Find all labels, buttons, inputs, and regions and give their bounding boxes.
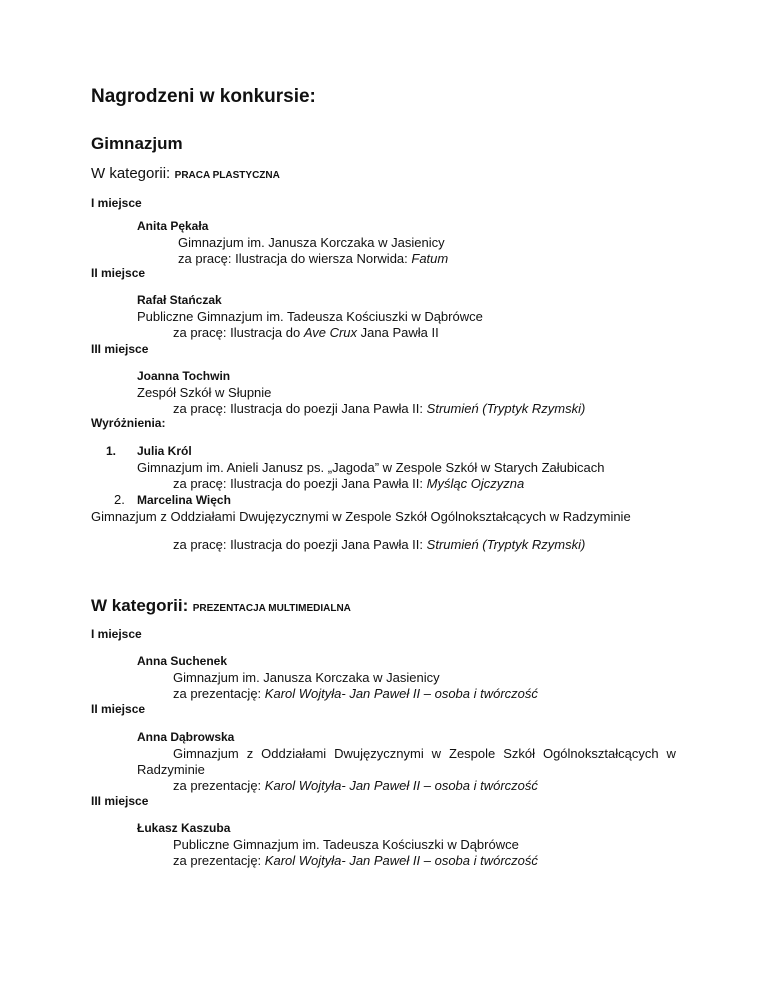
winner-school: Gimnazjum im. Janusza Korczaka w Jasienicy [178,235,445,250]
winner-school: Publiczne Gimnazjum im. Tadeusza Kościuszki w Dąbrówce [137,309,483,324]
winner-school: Publiczne Gimnazjum im. Tadeusza Kościuszki w Dąbrówce [173,837,519,852]
category-prefix: W kategorii: [91,165,171,182]
mention-name: Marcelina Więch [137,493,231,507]
place-label: I miejsce [91,196,142,210]
mention-work [173,537,585,552]
winner-work [173,778,538,793]
mention-work [173,476,524,491]
work-title: Myśląc Ojczyzna [426,476,525,491]
work-prefix: za prezentację: [173,778,262,793]
mention-number: 2. [114,492,125,507]
work-title: Strumień (Tryptyk Rzymski) [426,401,586,416]
school-word: Dwujęzycznymi [334,746,424,761]
winner-school-justified [173,746,676,761]
school-word: Zespole [449,746,496,761]
category-name: PREZENTACJA MULTIMEDIALNA [192,603,351,614]
school-word: Ogólnokształcących [542,746,659,761]
section-heading: Gimnazjum [91,134,183,153]
work-suffix: Jana Pawła II [360,325,439,340]
work-title: Karol Wojtyła- Jan Paweł II – osoba i twórczość [264,686,538,701]
place-label: II miejsce [91,266,146,280]
school-word: w [431,746,442,761]
work-title: Karol Wojtyła- Jan Paweł II – osoba i twórczość [264,853,538,868]
winner-name: Anna Dąbrowska [137,730,235,744]
work-prefix: za pracę: Ilustracja do wiersza Norwida: [178,251,408,266]
winner-work [173,686,538,701]
work-title: Fatum [411,251,449,266]
mention-name: Julia Król [137,444,192,458]
place-label: III miejsce [91,794,149,808]
winner-work [173,325,439,340]
school-word: Szkół [503,746,536,761]
work-prefix: za pracę: Ilustracja do [173,325,301,340]
winner-name: Łukasz Kaszuba [137,821,231,835]
winner-name: Anna Suchenek [137,654,228,668]
work-title: Ave Crux [303,325,358,340]
winner-work [173,401,585,416]
place-label: II miejsce [91,702,146,716]
category-prefix: W kategorii: [91,596,189,615]
winner-work [173,853,538,868]
place-label: I miejsce [91,627,142,641]
winner-name: Joanna Tochwin [137,369,231,383]
work-prefix: za pracę: Ilustracja do poezji Jana Pawła II: [173,476,424,491]
school-word: z [246,746,254,761]
work-prefix: za prezentację: [173,686,262,701]
winner-name: Rafał Stańczak [137,293,222,307]
mention-school: Gimnazjum z Oddziałami Dwujęzycznymi w Zespole Szkół Ogólnokształcących w Radzyminie [91,509,631,524]
winner-school: Zespół Szkół w Słupnie [137,385,272,400]
work-title: Strumień (Tryptyk Rzymski) [426,537,586,552]
winner-name: Anita Pękała [137,219,209,233]
school-word: w [666,746,676,761]
place-label: III miejsce [91,342,149,356]
work-prefix: za pracę: Ilustracja do poezji Jana Pawła II: [173,401,424,416]
honorable-mentions-label: Wyróżnienia: [91,416,166,430]
winner-work [178,251,448,266]
work-prefix: za pracę: Ilustracja do poezji Jana Pawła II: [173,537,424,552]
school-word: Oddziałami [261,746,327,761]
mention-school: Gimnazjum im. Anieli Janusz ps. „Jagoda” w Zespole Szkół w Starych Załubicach [137,460,605,475]
work-title: Karol Wojtyła- Jan Paweł II – osoba i twórczość [264,778,538,793]
category-heading-2 [91,596,351,616]
work-prefix: za prezentację: [173,853,262,868]
school-word: Gimnazjum [173,746,239,761]
category-name: PRACA PLASTYCZNA [174,170,280,181]
winner-school-line2: Radzyminie [137,762,205,777]
category-heading-1 [91,165,280,183]
winner-school: Gimnazjum im. Janusza Korczaka w Jasienicy [173,670,440,685]
mention-number: 1. [106,444,117,458]
page-title: Nagrodzeni w konkursie: [91,86,316,107]
